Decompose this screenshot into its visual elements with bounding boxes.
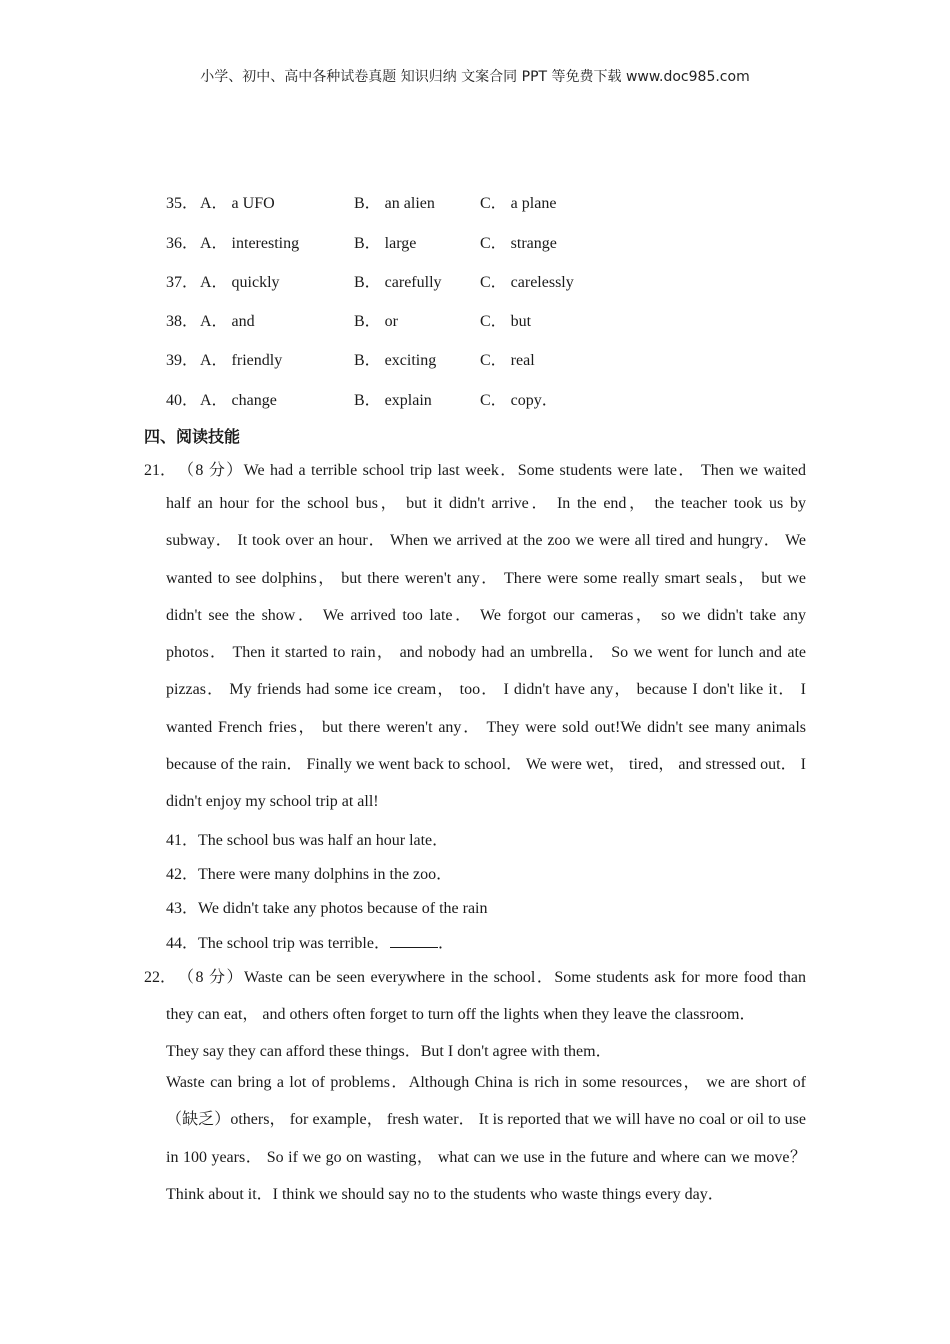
- option-a: A． and: [200, 313, 255, 330]
- statement-43: 43．We didn't take any photos because of the rain: [166, 900, 488, 917]
- option-b: B． carefully: [354, 274, 442, 291]
- question-21-first-line: （8 分）We had a terrible school trip last week．Some students were late． Then we waited: [178, 462, 806, 479]
- option-b: B． or: [354, 313, 399, 330]
- option-a: A． friendly: [200, 352, 283, 369]
- option-c: C． strange: [480, 235, 557, 252]
- option-c: C． but: [480, 313, 532, 330]
- question-21-number: 21．: [144, 462, 177, 479]
- option-a: A． quickly: [200, 274, 280, 291]
- option-c: C． a plane: [480, 195, 557, 212]
- option-c: C． copy．: [480, 392, 558, 409]
- page-header-watermark: 小学、初中、高中各种试卷真题 知识归纳 文案合同 PPT 等免费下载 www.doc985.com: [200, 69, 750, 85]
- question-number: 36．: [166, 235, 199, 252]
- option-a: A． change: [200, 392, 277, 409]
- blank-end-mark: ．: [437, 935, 454, 952]
- question-number: 35．: [166, 195, 199, 212]
- option-b: B． large: [354, 235, 417, 252]
- option-a: A． a UFO: [200, 195, 275, 212]
- option-a: A． interesting: [200, 235, 300, 252]
- question-22-line-2: they can eat， and others often forget to turn off the lights when they leave the classroom．: [166, 1006, 756, 1023]
- question-22-first-line: （8 分）Waste can be seen everywhere in the school．Some students ask for more food than: [178, 969, 806, 986]
- question-number: 38．: [166, 313, 199, 330]
- statement-42: 42．There were many dolphins in the zoo．: [166, 866, 453, 883]
- option-c: C． carelessly: [480, 274, 574, 291]
- statement-44: [166, 930, 454, 953]
- answer-blank[interactable]: [390, 933, 438, 948]
- question-22-number: 22．: [144, 969, 177, 986]
- statement-41: 41．The school bus was half an hour late．: [166, 832, 449, 849]
- option-b: B． explain: [354, 392, 432, 409]
- option-c: C． real: [480, 352, 535, 369]
- option-b: B． exciting: [354, 352, 437, 369]
- question-22-line-3: They say they can afford these things．But I don't agree with them．: [166, 1043, 612, 1060]
- section-title: 四、阅读技能: [144, 427, 241, 446]
- option-b: B． an alien: [354, 195, 435, 212]
- question-21-passage: half an hour for the school bus， but it didn't arrive． In the end， the teacher took us by subway． It took over an hour． When we arrived at the zoo we were all tired and hungry． We wanted to see dolphins， but there weren't any． There were some really smart seals， but we didn't see the show． We arrived too late． We forgot our cameras， so we didn't take any photos． Then it started to rain， and nobody had an umbrella． So we went for lunch and ate pizzas． My friends had some ice cream， too． I didn't have any， because I don't like it． I wanted French fries， but there weren't any． They were sold out!We didn't see many animals because of the rain． Finally we went back to school． We were wet， tired， and stressed out． I didn't enjoy my school trip at all!: [166, 495, 806, 811]
- question-number: 37．: [166, 274, 199, 291]
- question-22-paragraph-2: Waste can bring a lot of problems．Although China is rich in some resources， we are short of （缺乏）others， for example， fresh water． It is reported that we will have no coal or oil to use in 100 years． So if we go on wasting， what can we use in the future and where can we move？Think about it．I think we should say no to the students who waste things every day．: [166, 1074, 806, 1203]
- statement-44-text: 44．The school trip was terrible．: [166, 935, 390, 952]
- question-number: 39．: [166, 352, 199, 369]
- question-number: 40．: [166, 392, 199, 409]
